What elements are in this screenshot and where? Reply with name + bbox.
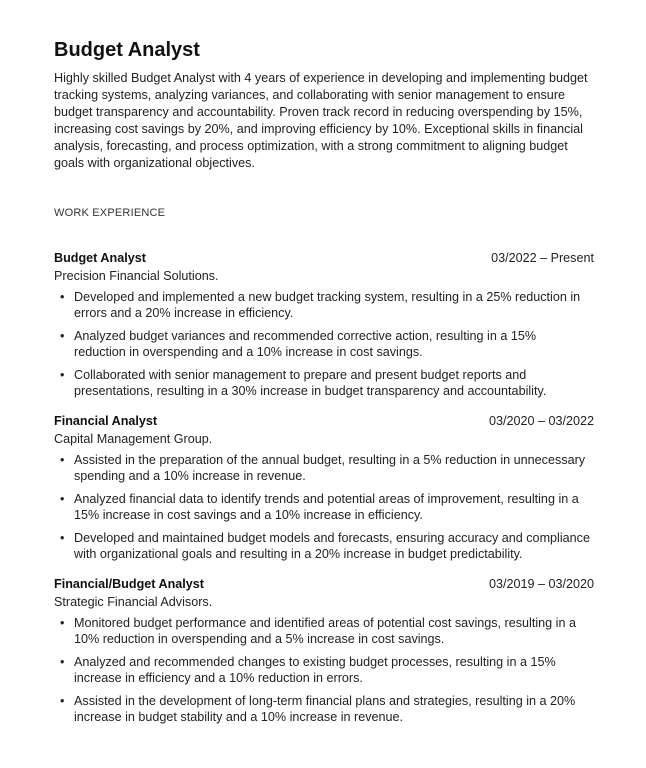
achievement-list [54, 615, 594, 725]
achievement-item: • Developed and maintained budget models and forecasts, ensuring accuracy and compliance with organizational goals and resulting in a 20% increase in budget predictability. [74, 530, 594, 562]
achievement-item: • Monitored budget performance and identified areas of potential cost savings, resulting in a 10% reduction in overspending and a 5% increase in cost savings. [74, 615, 594, 647]
job-header [54, 250, 594, 267]
achievement-item: • Analyzed budget variances and recommended corrective action, resulting in a 15% reduction in overspending and a 10% increase in cost savings. [74, 328, 594, 360]
job-title: Financial/Budget Analyst [54, 577, 204, 591]
achievement-item: • Assisted in the preparation of the annual budget, resulting in a 5% reduction in unnecessary spending and a 10% increase in revenue. [74, 452, 594, 484]
professional-summary: Highly skilled Budget Analyst with 4 years of experience in developing and implementing budget tracking systems, analyzing variances, and collaborating with senior management to ensure budget transparency and accountability. Proven track record in reducing overspending by 15%, increasing cost savings by 20%, and improving efficiency by 10%. Exceptional skills in financial analysis, forecasting, and process optimization, with a strong commitment to aligning budget goals with organizational objectives. [54, 71, 588, 170]
company-name: Precision Financial Solutions. [54, 269, 219, 283]
achievement-list [54, 452, 594, 562]
job-dates: 03/2022 – Present [491, 251, 594, 265]
resume-name: Budget Analyst [54, 39, 200, 61]
job-title: Budget Analyst [54, 251, 146, 265]
job-header [54, 413, 594, 430]
job-dates: 03/2019 – 03/2020 [488, 577, 594, 591]
achievement-list [54, 289, 594, 399]
job-entry [54, 576, 594, 725]
job-entry [54, 250, 594, 399]
achievement-item: • Developed and implemented a new budget tracking system, resulting in a 25% reduction in errors and a 20% increase in efficiency. [74, 289, 594, 321]
work-experience-heading: WORK EXPERIENCE [54, 207, 166, 219]
company-name: Capital Management Group. [54, 432, 213, 446]
job-dates: 03/2020 – 03/2022 [488, 414, 594, 428]
job-entry [54, 413, 594, 562]
job-header [54, 576, 594, 593]
achievement-item: • Assisted in the development of long-term financial plans and strategies, resulting in a 20% increase in budget stability and a 10% increase in revenue. [74, 693, 594, 725]
job-title: Financial Analyst [54, 414, 158, 428]
resume-page [54, 38, 594, 739]
achievement-item: • Analyzed and recommended changes to existing budget processes, resulting in a 15% increase in efficiency and a 10% reduction in errors. [74, 654, 594, 686]
achievement-item: • Collaborated with senior management to prepare and present budget reports and presentations, resulting in a 30% increase in budget transparency and accountability. [74, 367, 594, 399]
achievement-item: • Analyzed financial data to identify trends and potential areas of improvement, resulting in a 15% increase in cost savings and a 10% increase in efficiency. [74, 491, 594, 523]
company-name: Strategic Financial Advisors. [54, 595, 213, 609]
